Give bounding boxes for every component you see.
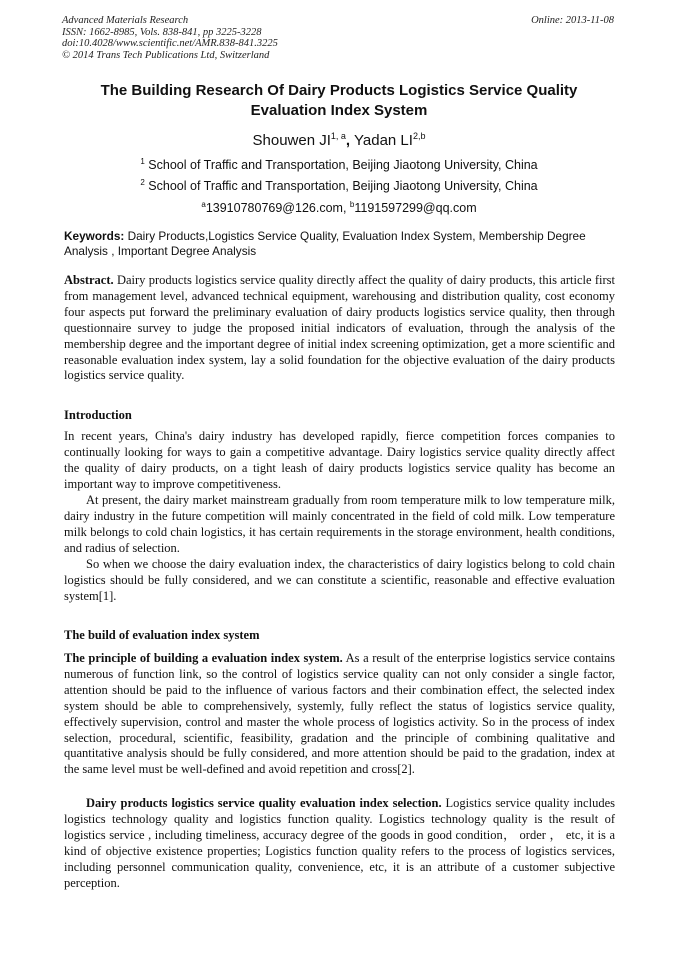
affiliation-1-num: 1 <box>140 157 145 166</box>
build-section-heading: The build of evaluation index system <box>64 628 260 642</box>
author-2: Yadan LI <box>354 132 413 149</box>
online-date: Online: 2013-11-08 <box>531 15 614 26</box>
selection-text: Logistics service quality includes logistics technology quality and logistics function quality. Logistics technology quality is the result of logistics service , including timeliness, accuracy degree of the goods in good condition， order ， etc, it is a kind of objective existence properties; Logistics function quality refers to the process of logistics services, including personnel communication quality, convenience, etc, it is an attribute of a customer subjective perception. <box>64 796 615 890</box>
issn-line: ISSN: 1662-8985, Vols. 838-841, pp 3225-3228 <box>62 26 262 38</box>
affiliation-2 <box>64 179 614 194</box>
keywords-text: Dairy Products,Logistics Service Quality, Evaluation Index System, Membership Degree Analysis , Important Degree Analysis <box>64 229 586 258</box>
introduction-heading: Introduction <box>64 408 132 422</box>
intro-paragraph-3: So when we choose the dairy evaluation index, the characteristics of dairy logistics belong to cold chain logistics should be fully considered, and we can constitute a scientific, reasonable and effective evaluation system[1]. <box>64 557 615 603</box>
keywords-label: Keywords: <box>64 229 125 243</box>
affiliation-1-text: School of Traffic and Transportation, Beijing Jiaotong University, China <box>148 158 538 172</box>
selection-label: Dairy products logistics service quality evaluation index selection. <box>86 796 442 810</box>
author-line <box>64 131 614 151</box>
selection-paragraph <box>64 796 615 891</box>
email-a-sup: a <box>201 200 206 209</box>
keywords <box>64 229 615 259</box>
journal-name: Advanced Materials Research <box>62 15 189 26</box>
affiliation-2-text: School of Traffic and Transportation, Beijing Jiaotong University, China <box>148 179 538 193</box>
email-b[interactable]: 1191597299@qq.com <box>354 201 477 215</box>
abstract-text: Dairy products logistics service quality directly affect the quality of dairy products, this article first from management level, advanced technical equipment, warehousing and distribution quality, cost economy four aspects put forward the preliminary evaluation of dairy products logistics service quality, then through questionnaire survey to judge the proposed initial indicators of evaluation, through the analysis of the membership degree and the important degree of initial index screening optimization, get a more scientific and reasonable evaluation index system, lay a solid foundation for the objective evaluation of the dairy products logistics service quality. <box>64 273 615 383</box>
paper-title: The Building Research Of Dairy Products Logistics Service Quality Evaluation Index System <box>100 82 578 119</box>
abstract-label: Abstract. <box>64 273 114 287</box>
abstract <box>64 273 615 384</box>
email-line <box>64 201 614 216</box>
intro-paragraph-1: In recent years, China's dairy industry has developed rapidly, fierce competition forces companies to continually looking for ways to gain a competitive advantage. Dairy logistics service quality directly affect the quality of dairy products, on a tight leash of dairy products logistics service quality has become an important way to improve competitiveness. <box>64 429 615 491</box>
email-b-sup: b <box>349 200 355 209</box>
author-1: Shouwen JI <box>252 132 331 149</box>
intro-paragraph-2: At present, the dairy market mainstream gradually from room temperature milk to low temperature milk, dairy industry in the future competition will mainly concentrated in the field of cold milk. Low temperature milk belongs to cold chain logistics, it has certain requirements in the storage environment, health conditions, and radius of selection. <box>64 493 615 555</box>
journal-meta <box>62 15 278 61</box>
principle-paragraph <box>64 651 615 778</box>
principle-label: The principle of building a evaluation index system. <box>64 651 343 665</box>
copyright-line: © 2014 Trans Tech Publications Ltd, Switzerland <box>62 49 270 61</box>
principle-text: As a result of the enterprise logistics service contains numerous of function link, so the control of logistics service quality can not only consider a single factor, attention should be paid to the influence of various factors and their combination effect, the selected index system should be able to comprehensively, systemly, fully reflect the status of logistics service quality, effectively supervision, control and master the whole process of logistics activity. So in the process of index selection, procedural, scientific, feasibility, gradation and the principle of combining qualitative and quantitative analysis should be fully considered, and more attention should be paid to the gradation, index at the same level must be well-defined and avoid repetition and cross[2]. <box>64 651 615 777</box>
email-a[interactable]: 13910780769@126.com <box>205 201 343 215</box>
author-separator: , <box>345 132 351 149</box>
doi-line[interactable]: doi:10.4028/www.scientific.net/AMR.838-841.3225 <box>62 38 278 50</box>
email-sep: , <box>342 201 350 215</box>
author-2-sup: 2,b <box>412 131 426 141</box>
affiliation-1 <box>64 158 614 173</box>
author-1-sup: 1, a <box>330 131 346 141</box>
affiliation-2-num: 2 <box>140 178 145 187</box>
